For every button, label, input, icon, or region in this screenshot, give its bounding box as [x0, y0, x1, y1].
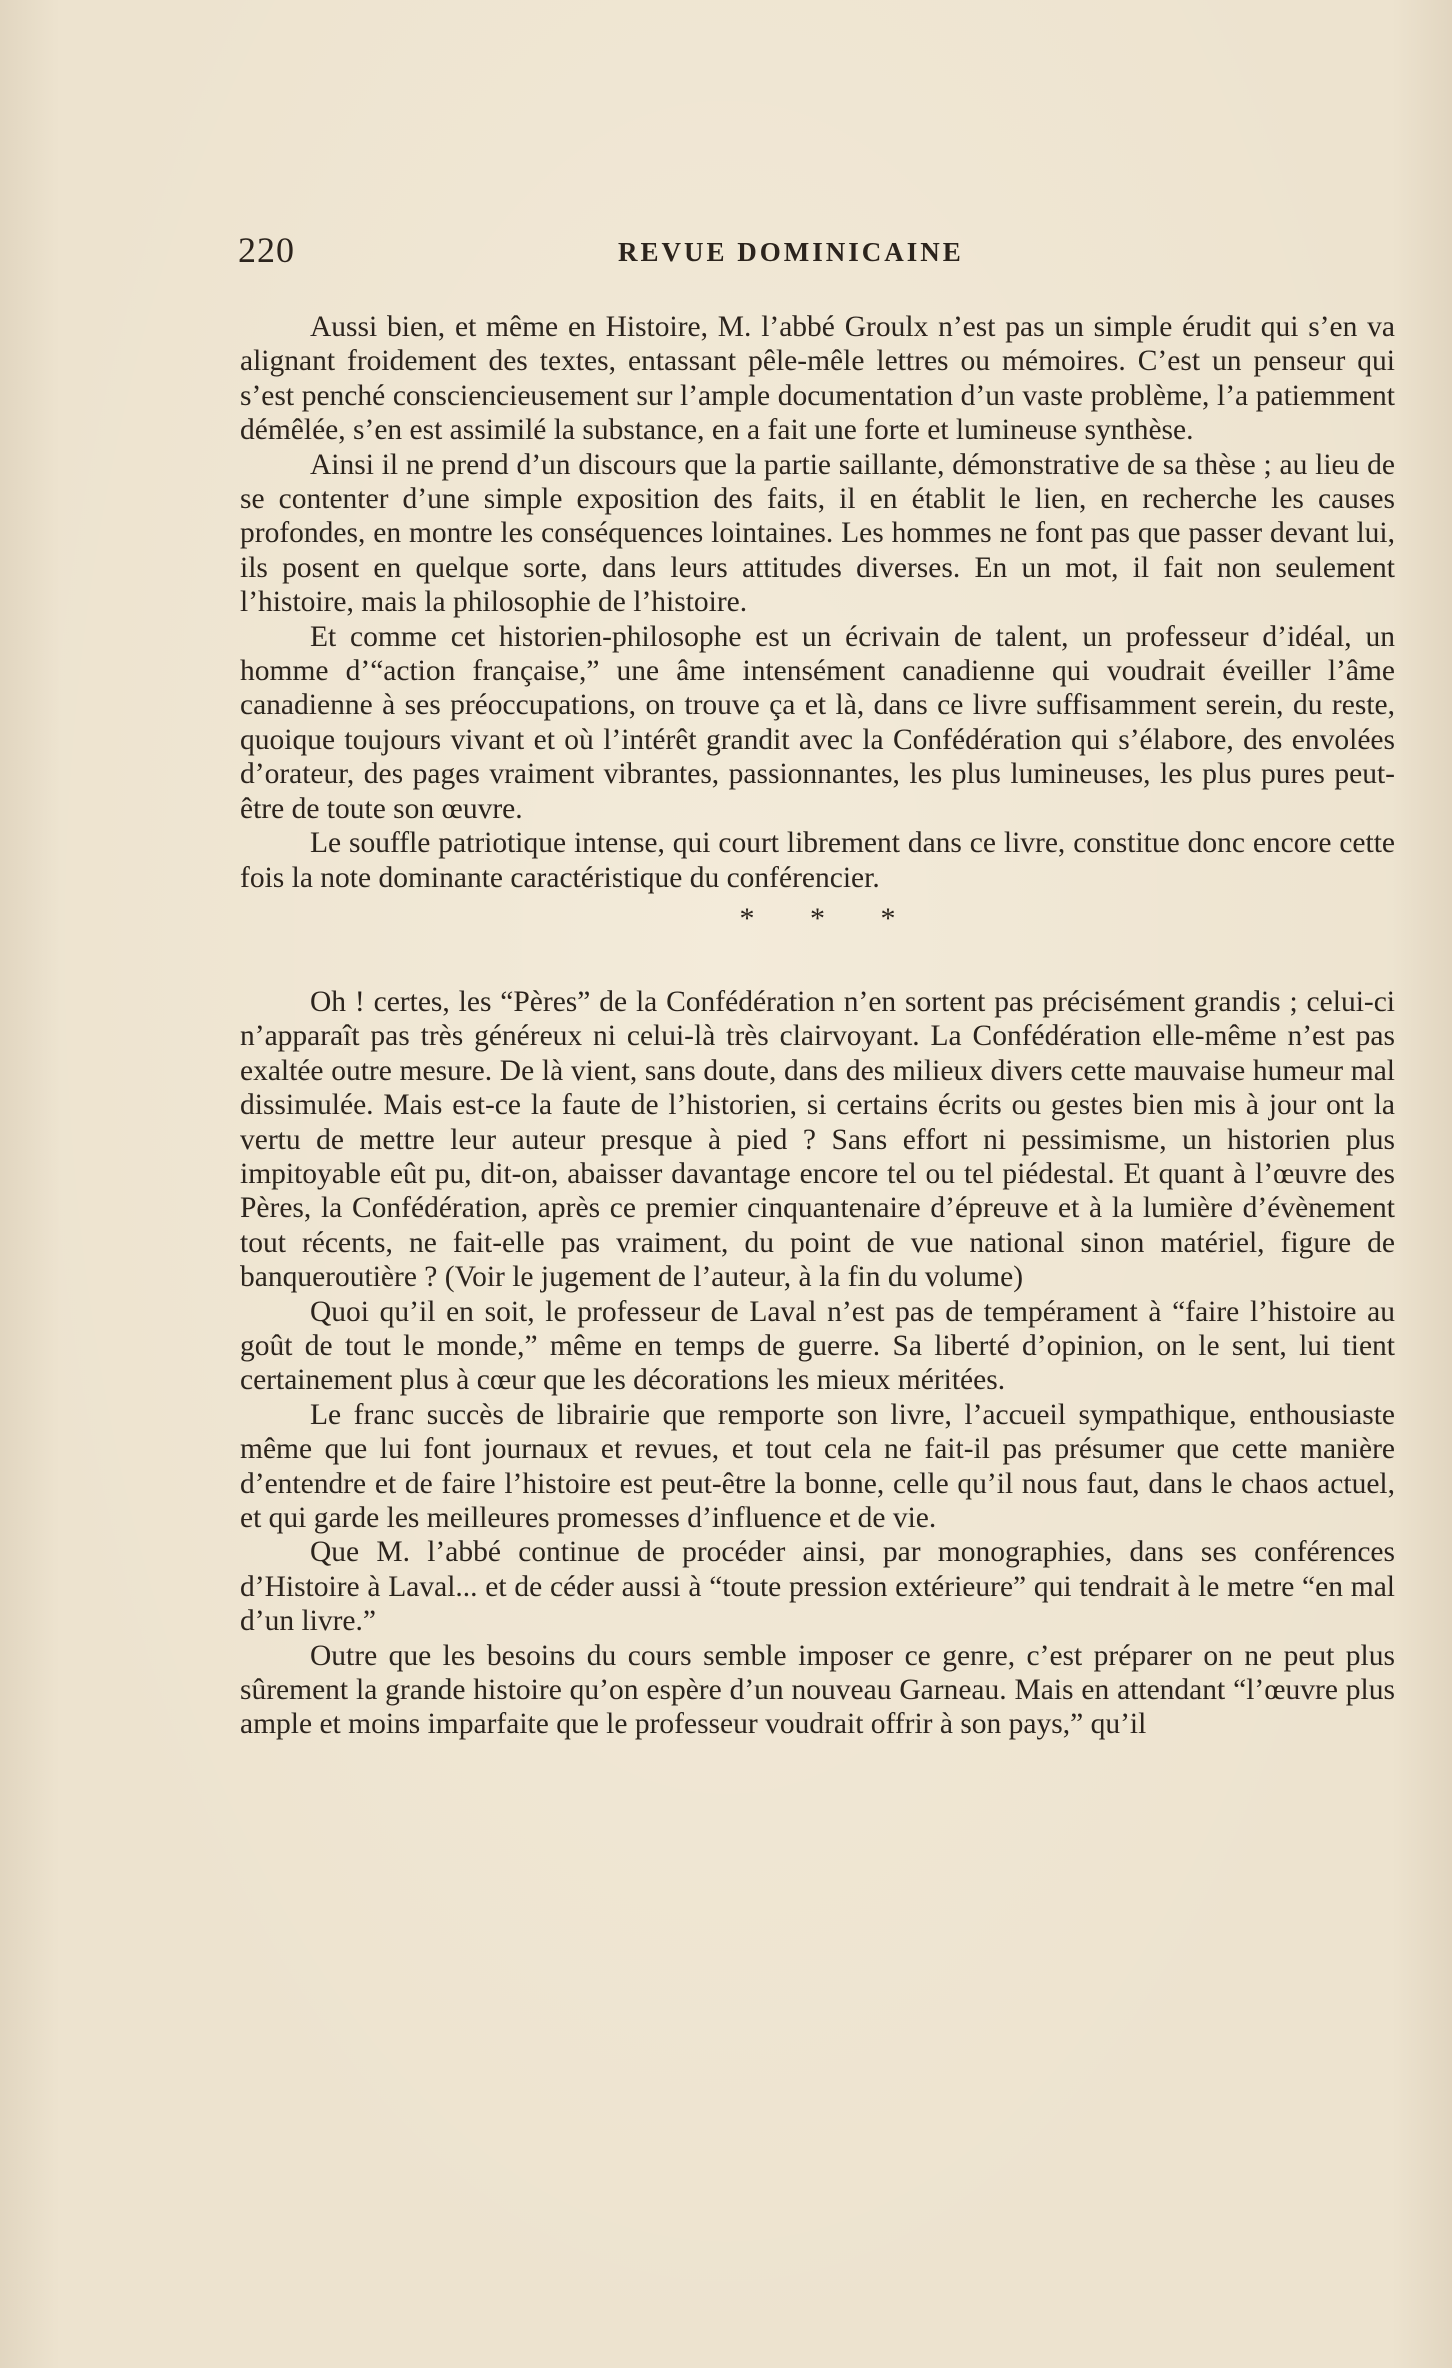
- paragraph: Aussi bien, et même en Histoire, M. l’abbé Groulx n’est pas un simple érudit qui s’en va alignant froidement des textes, entassant pêle-mêle lettres ou mémoires. C’est un penseur qui s’est penché consciencieusement sur l’ample documentation d’un vaste problème, l’a patiemment démêlée, s’en est assimilé la substance, en a fait une forte et lumineuse synthèse.: [240, 311, 1395, 447]
- page-number: 220: [238, 230, 295, 270]
- section-separator: * * *: [739, 901, 920, 935]
- running-head: REVUE DOMINICAINE: [618, 237, 964, 267]
- paragraph: Outre que les besoins du cours semble imposer ce genre, c’est préparer on ne peut plus sûrement la grande histoire qu’on espère d’un nouveau Garneau. Mais en attendant “l’œuvre plus ample et moins imparfaite que le professeur voudrait offrir à son pays,” qu’il: [240, 1639, 1395, 1741]
- paragraph: Quoi qu’il en soit, le professeur de Laval n’est pas de tempérament à “faire l’histoire au goût de tout le monde,” même en temps de guerre. Sa liberté d’opinion, on le sent, lui tient certainement plus à cœur que les décorations les mieux méritées.: [240, 1295, 1395, 1397]
- article-body: [240, 310, 1395, 1742]
- paragraph: Oh ! certes, les “Pères” de la Confédération n’en sortent pas précisément grandis ; celui-ci n’apparaît pas très généreux ni celui-là très clairvoyant. La Confédération elle-même n’est pas exaltée outre mesure. De là vient, sans doute, dans des milieux divers cette mauvaise humeur mal dissimulée. Mais est-ce la faute de l’historien, si certains écrits ou gestes bien mis à jour ont la vertu de mettre leur auteur presque à pied ? Sans effort ni pessimisme, un historien plus impitoyable eût pu, dit-on, abaisser davantage encore tel ou tel piédestal. Et quant à l’œuvre des Pères, la Confédération, après ce premier cinquantenaire d’épreuve et à la lumière d’évènement tout récents, ne fait-elle pas vraiment, du point de vue national sinon matériel, figure de banqueroutière ? (Voir le jugement de l’auteur, à la fin du volume): [240, 985, 1395, 1294]
- page-header: [238, 228, 1398, 278]
- paragraph: Le souffle patriotique intense, qui court librement dans ce livre, constitue donc encore cette fois la note dominante caractéristique du conférencier.: [240, 827, 1395, 894]
- paragraph: Et comme cet historien-philosophe est un écrivain de talent, un professeur d’idéal, un homme d’“action française,” une âme intensément canadienne qui voudrait éveiller l’âme canadienne à ses préoccupations, on trouve ça et là, dans ce livre suffisamment serein, du reste, quoique toujours vivant et où l’intérêt grandit avec la Confédération qui s’élabore, des envolées d’orateur, des pages vraiment vibrantes, passionnantes, les plus lumineuses, les plus pures peut-être de toute son œuvre.: [240, 620, 1395, 825]
- paragraph: Le franc succès de librairie que remporte son livre, l’accueil sympathique, enthousiaste même que lui font journaux et revues, et tout cela ne fait-il pas présumer que cette manière d’entendre et de faire l’histoire est peut-être la bonne, celle qu’il nous faut, dans le chaos actuel, et qui garde les meilleures promesses d’influence et de vie.: [240, 1398, 1395, 1534]
- paragraph: Ainsi il ne prend d’un discours que la partie saillante, démonstrative de sa thèse ; au lieu de se contenter d’une simple exposition des faits, il en établit le lien, en recherche les causes profondes, en montre les conséquences lointaines. Les hommes ne font pas que passer devant lui, ils posent en quelque sorte, dans leurs attitudes diverses. En un mot, il fait non seulement l’histoire, mais la philosophie de l’histoire.: [240, 448, 1395, 619]
- paragraph: Que M. l’abbé continue de procéder ainsi, par monographies, dans ses conférences d’Histoire à Laval... et de céder aussi à “toute pression extérieure” qui tendrait à le metre “en mal d’un livre.”: [240, 1536, 1395, 1638]
